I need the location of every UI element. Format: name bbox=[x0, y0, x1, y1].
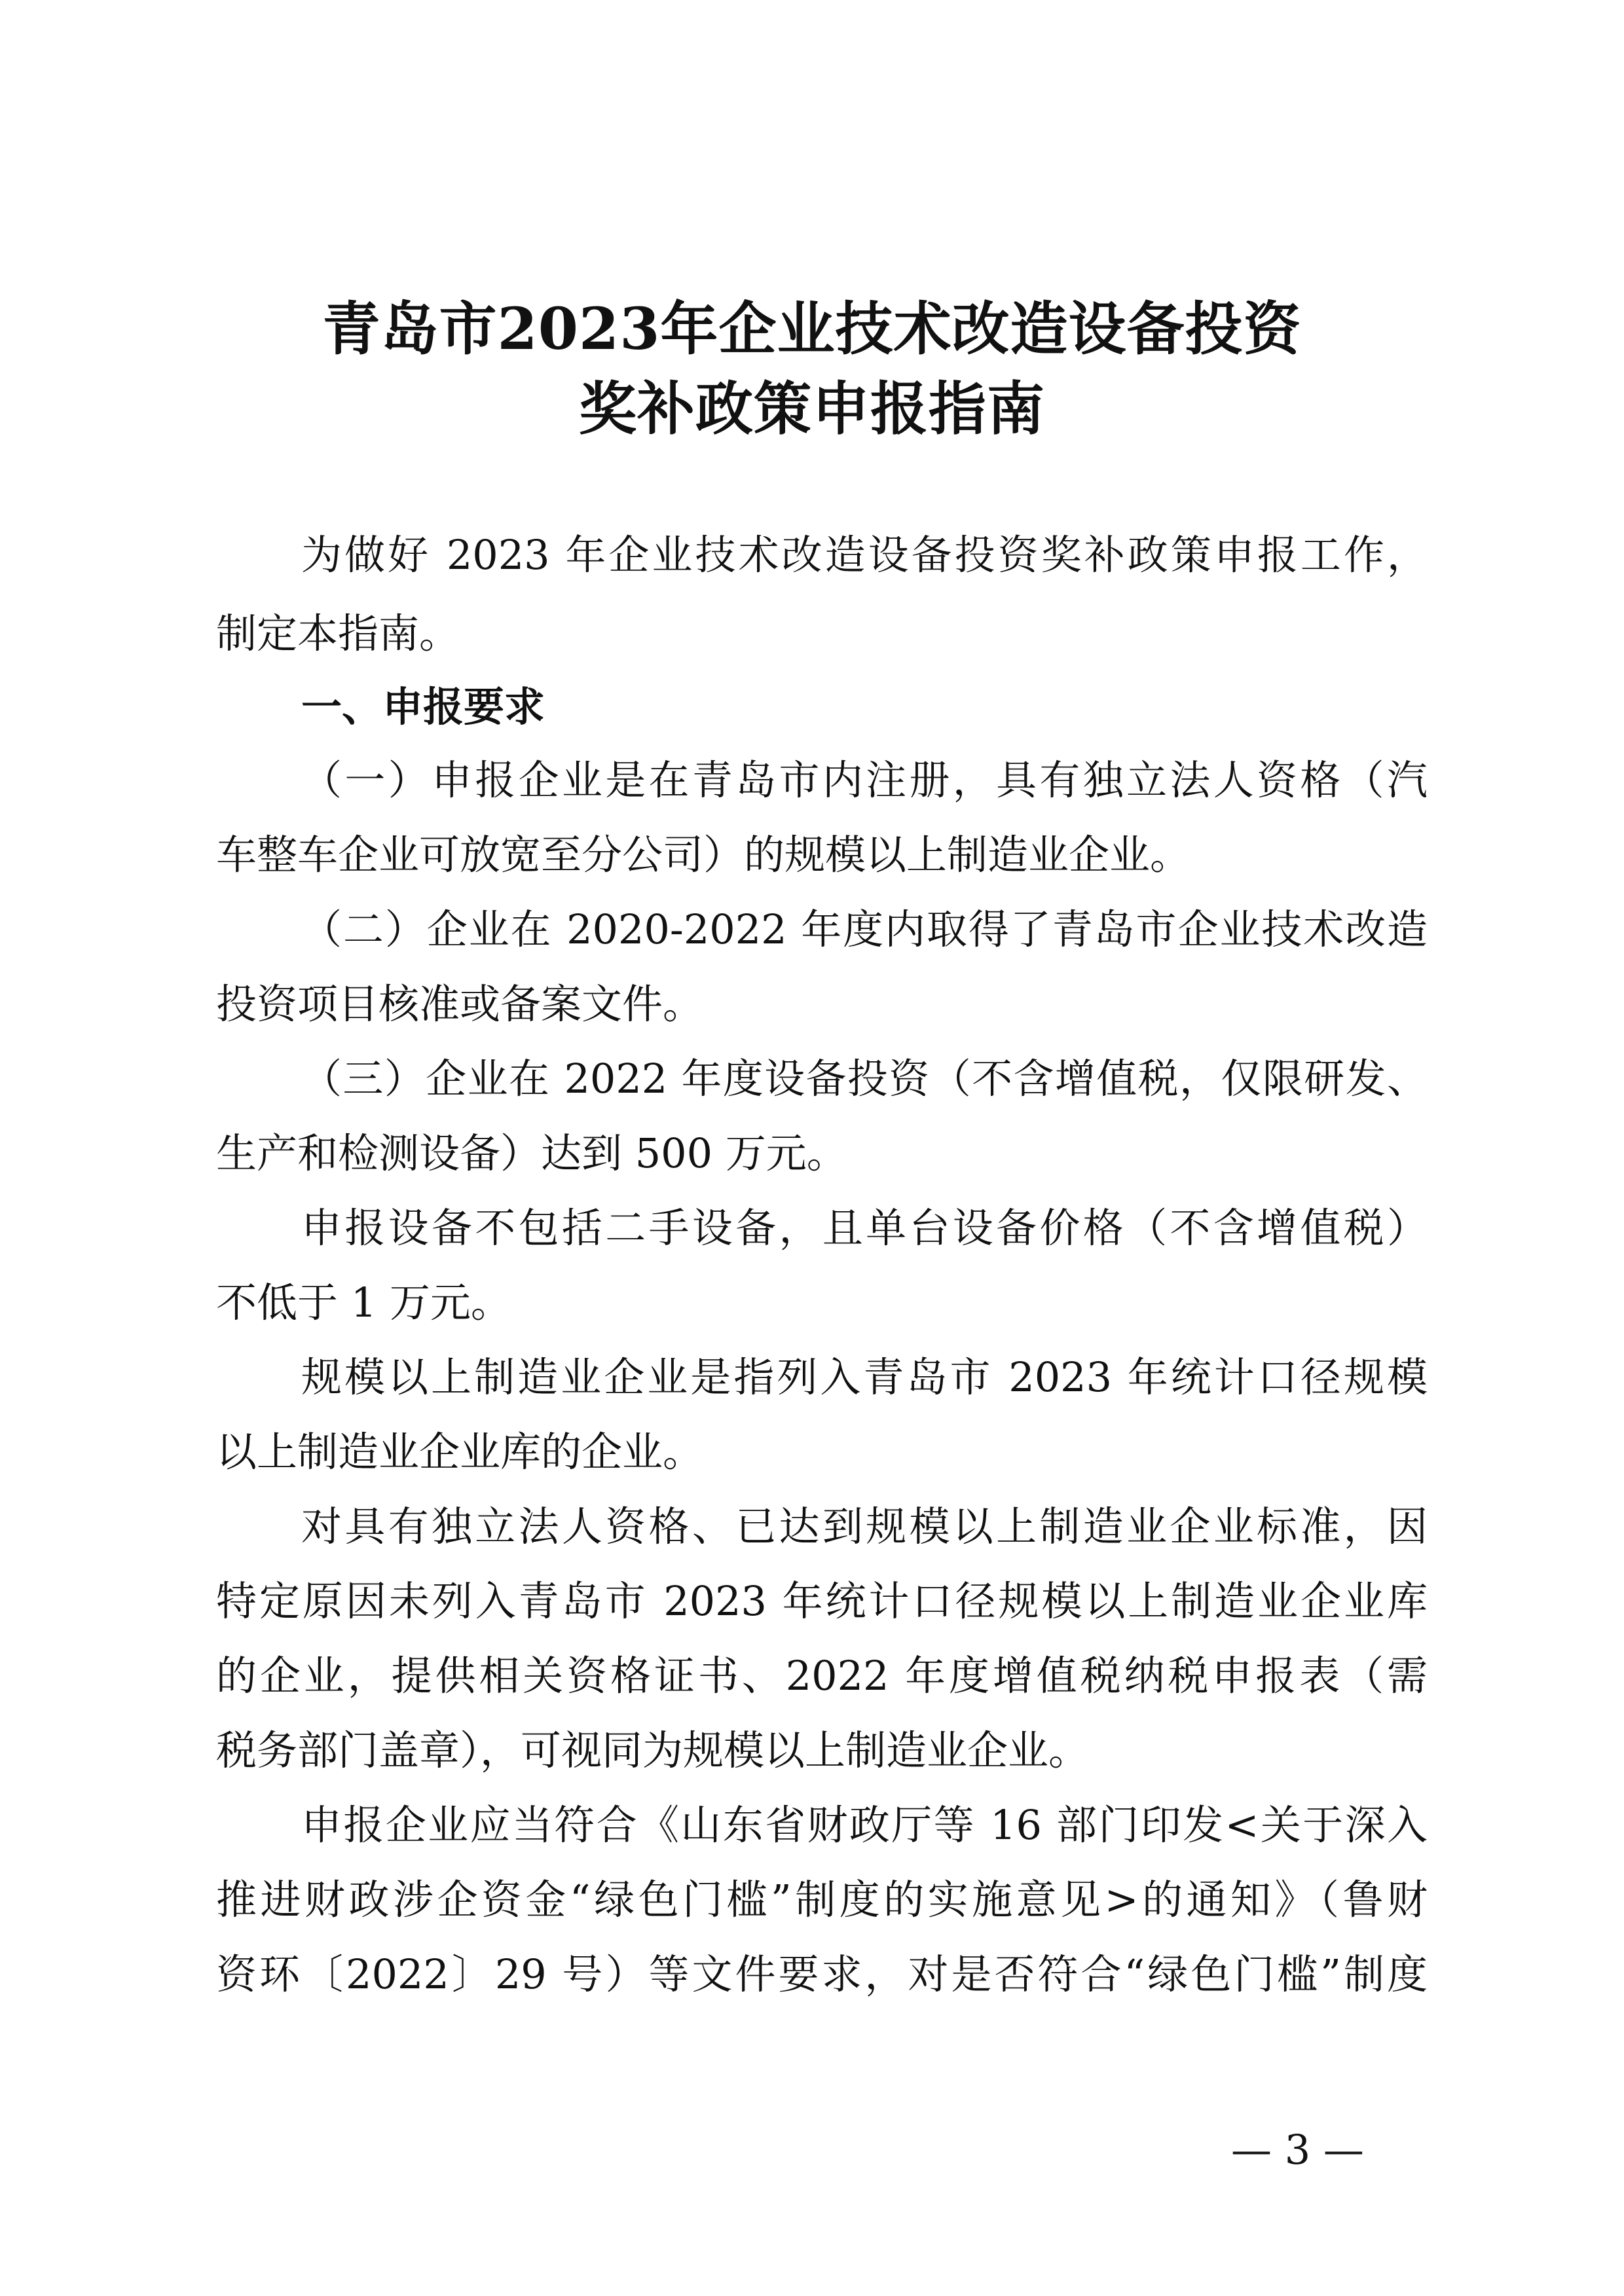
intro-line-1: 为做好 2023 年企业技术改造设备投资奖补政策申报工作， bbox=[301, 531, 1428, 579]
document-title-line-2: 奖补政策申报指南 bbox=[578, 374, 1045, 443]
intro-line-2: 制定本指南。 bbox=[216, 610, 460, 657]
equipment-paragraph-line-1: 申报设备不包括二手设备，且单台设备价格（不含增值税） bbox=[301, 1204, 1428, 1252]
item-1-line-1: （一）申报企业是在青岛市内注册，具有独立法人资格（汽 bbox=[301, 756, 1428, 804]
green-threshold-paragraph-line-1: 申报企业应当符合《山东省财政厅等 16 部门印发<关于深入 bbox=[301, 1801, 1428, 1849]
definition-paragraph-line-2: 以上制造业企业库的企业。 bbox=[216, 1428, 704, 1476]
item-1-line-2: 车整车企业可放宽至分公司）的规模以上制造业企业。 bbox=[216, 831, 1191, 879]
special-paragraph-line-2: 特定原因未列入青岛市 2023 年统计口径规模以上制造业企业库 bbox=[216, 1577, 1428, 1625]
item-3-line-2: 生产和检测设备）达到 500 万元。 bbox=[216, 1129, 847, 1177]
special-paragraph-line-4: 税务部门盖章），可视同为规模以上制造业企业。 bbox=[216, 1726, 1090, 1774]
special-paragraph-line-1: 对具有独立法人资格、已达到规模以上制造业企业标准，因 bbox=[301, 1503, 1428, 1550]
item-2-line-2: 投资项目核准或备案文件。 bbox=[216, 980, 704, 1028]
item-3-line-1: （三）企业在 2022 年度设备投资（不含增值税，仅限研发、 bbox=[301, 1055, 1428, 1102]
green-threshold-paragraph-line-2: 推进财政涉企资金“绿色门槛”制度的实施意见>的通知》（鲁财 bbox=[216, 1876, 1428, 1923]
special-paragraph-line-3: 的企业，提供相关资格证书、2022 年度增值税纳税申报表（需 bbox=[216, 1652, 1428, 1700]
section-heading-requirements: 一、申报要求 bbox=[301, 683, 545, 731]
green-threshold-paragraph-line-3: 资环〔2022〕29 号）等文件要求，对是否符合“绿色门槛”制度 bbox=[216, 1950, 1428, 1998]
page-number: — 3 — bbox=[1231, 2126, 1364, 2174]
item-2-line-1: （二）企业在 2020-2022 年度内取得了青岛市企业技术改造 bbox=[301, 905, 1428, 953]
definition-paragraph-line-1: 规模以上制造业企业是指列入青岛市 2023 年统计口径规模 bbox=[301, 1353, 1428, 1401]
document-title-line-1: 青岛市2023年企业技术改造设备投资 bbox=[322, 295, 1302, 363]
equipment-paragraph-line-2: 不低于 1 万元。 bbox=[216, 1279, 511, 1326]
